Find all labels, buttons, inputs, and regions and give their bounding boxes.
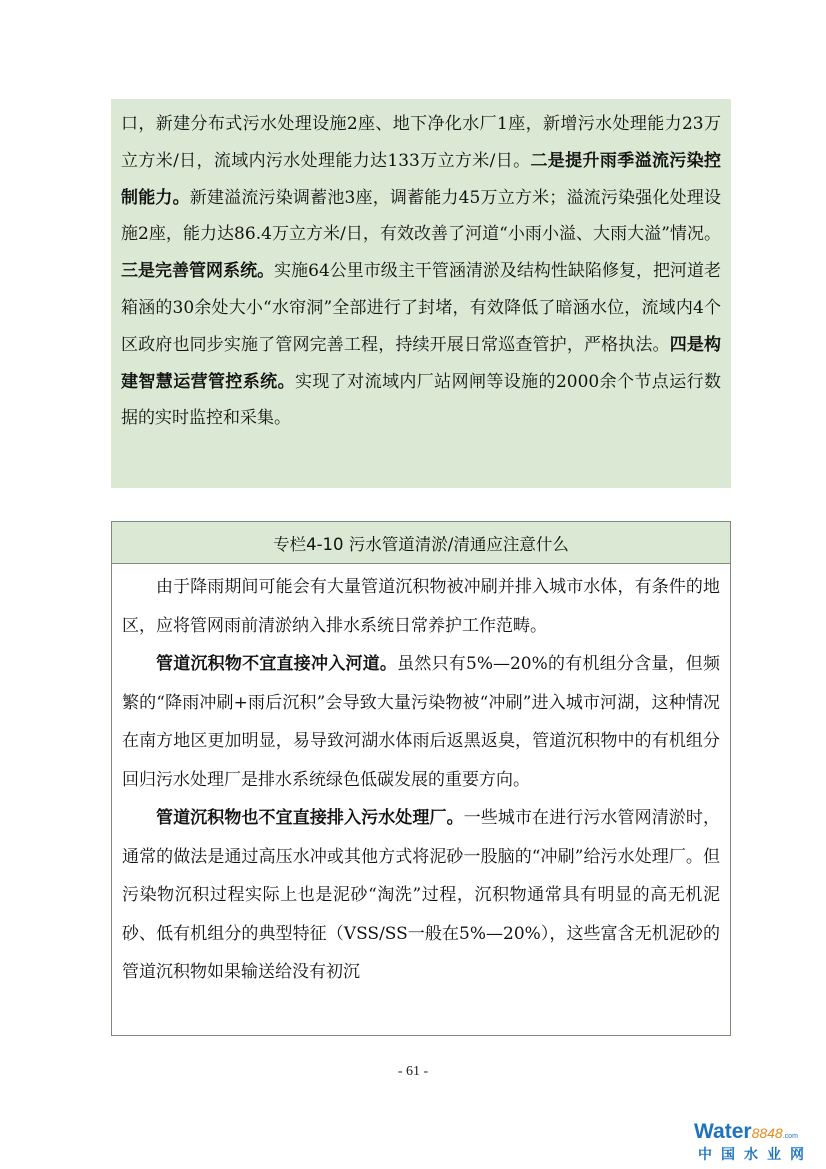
watermark-logo [690, 1120, 820, 1166]
green-box-lead-3: 三是完善管网系统。 [121, 261, 275, 282]
watermark-top-line [694, 1120, 798, 1144]
watermark-chinese-text: 中国水业网 [698, 1147, 813, 1163]
column-paragraph-3 [122, 799, 720, 992]
watermark-water-text: Water [694, 1120, 752, 1143]
green-box-text-1: 口，新建分布式污水处理设施2座、地下净化水厂1座，新增污水处理能力23万立方米/日，流域内污水处理能力达133万立方米/日。 [121, 114, 721, 171]
column-paragraph-1: 由于降雨期间可能会有大量管道沉积物被冲刷并排入城市水体，有条件的地区，应将管网雨前清淤纳入排水系统日常养护工作范畴。 [122, 577, 720, 636]
watermark-domain-text: .com [782, 1133, 798, 1140]
column-lead-2: 管道沉积物不宜直接冲入河道。 [156, 654, 398, 674]
watermark-number-text: 8848 [751, 1125, 783, 1141]
green-box-lead-2: 二是提升雨季溢流污染控制能力。 [121, 150, 722, 208]
green-box-text-4: 实现了对流域内厂站网闸等设施的2000余个节点运行数据的实时监控和采集。 [121, 371, 722, 429]
column-title: 专栏4-10 污水管道清淤/清通应注意什么 [112, 522, 730, 564]
green-highlight-box [111, 99, 731, 488]
green-box-paragraph [121, 106, 721, 437]
green-box-text-3: 实施64公里市级主干管涵清淤及结构性缺陷修复，把河道老箱涵的30余处大小“水帘洞”全部进行了封堵，有效降低了暗涵水位，流域内4个区政府也同步实施了管网完善工程，持续开展日常巡查管护，严格执法。 [121, 261, 722, 355]
column-paragraph-2 [122, 645, 720, 799]
green-box-text-2: 新建溢流污染调蓄池3座，调蓄能力45万立方米；溢流污染强化处理设施2座，能力达86.4万立方米/日，有效改善了河道“小雨小溢、大雨大溢”情况。 [121, 187, 722, 245]
column-lead-3: 管道沉积物也不宜直接排入污水处理厂。 [156, 808, 464, 828]
column-text-3: 一些城市在进行污水管网清淤时，通常的做法是通过高压水冲或其他方式将泥砂一股脑的“冲刷”给污水处理厂。但污染物沉积过程实际上也是泥砂“淘洗”过程，沉积物通常具有明显的高无机泥砂、低有机组分的典型特征（VSS/SS一般在5%—20%），这些富含无机泥砂的管道沉积物如果输送给没有初沉 [122, 808, 720, 982]
column-text-2: 虽然只有5%—20%的有机组分含量，但频繁的“降雨冲刷+雨后沉积”会导致大量污染物被“冲刷”进入城市河湖，这种情况在南方地区更加明显，易导致河湖水体雨后返黑返臭，管道沉积物中的有机组分回归污水处理厂是排水系统绿色低碳发展的重要方向。 [122, 654, 720, 790]
green-box-lead-4: 四是构建智慧运营管控系统。 [121, 334, 722, 392]
page-number: - 61 - [397, 1064, 429, 1079]
column-body [112, 564, 730, 992]
sidebar-column-box [111, 521, 731, 1036]
